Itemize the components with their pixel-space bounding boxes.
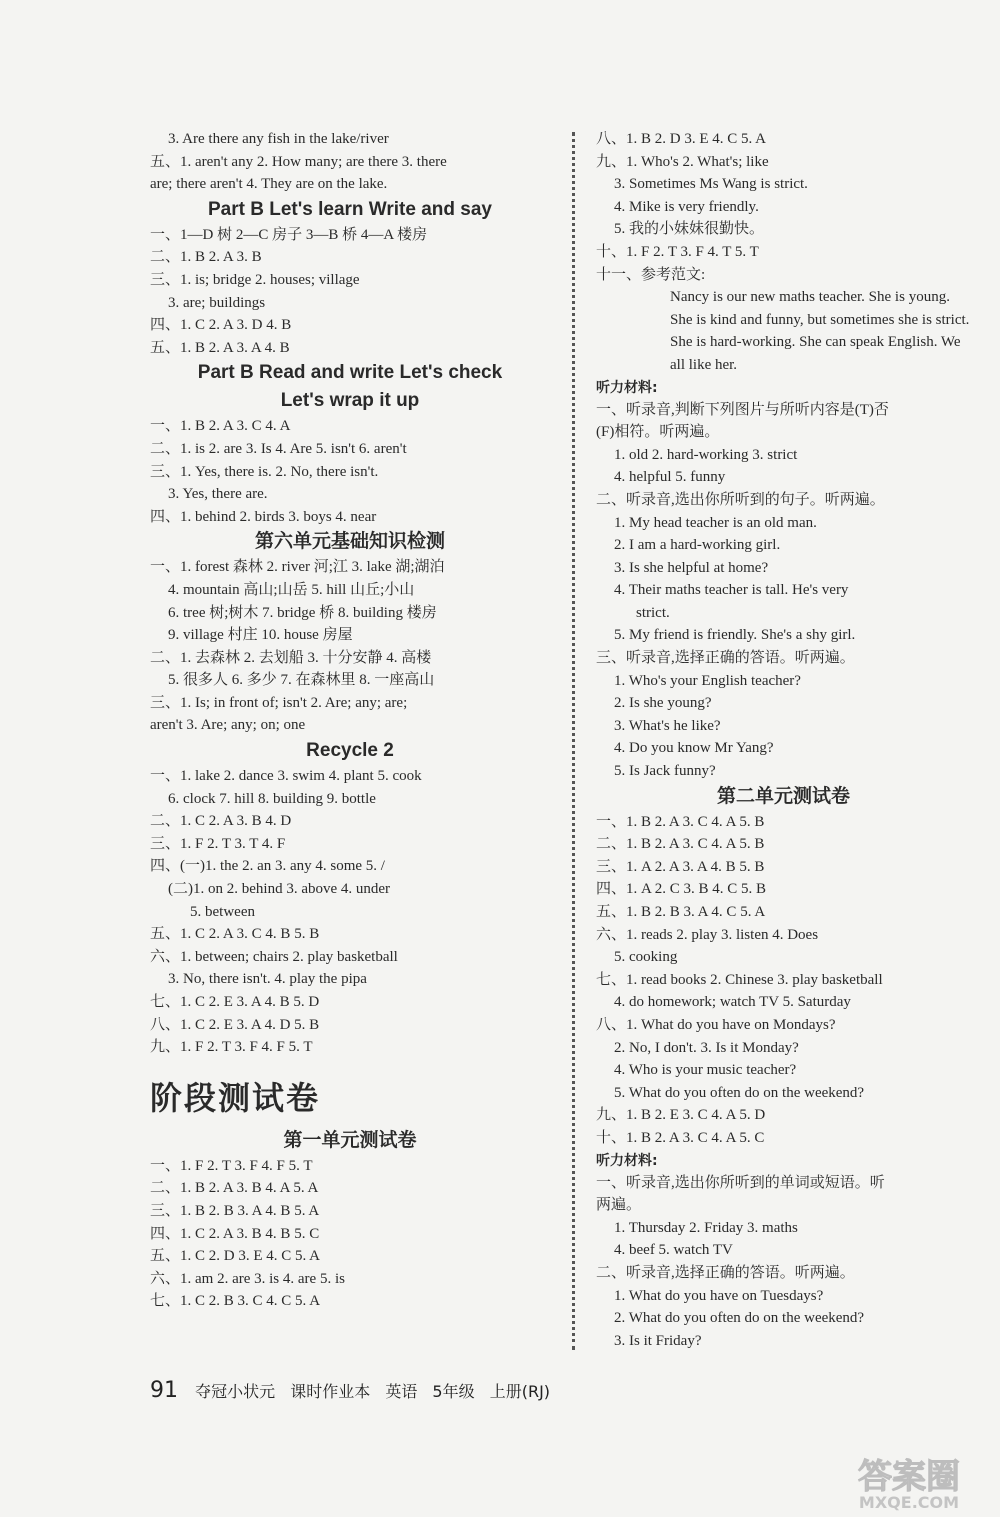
answer-line: 二、1. B 2. A 3. B 4. A 5. A — [150, 1180, 319, 1197]
answer-line: 4. Their maths teacher is tall. He's very — [614, 582, 849, 599]
answer-line: 5. 很多人 6. 多少 7. 在森林里 8. 一座高山 — [168, 672, 435, 689]
answer-line: 9. village 村庄 10. house 房屋 — [168, 627, 353, 644]
answer-line: 3. Yes, there are. — [168, 486, 268, 503]
answer-line: 四、1. C 2. A 3. D 4. B — [150, 317, 292, 334]
answer-line: 4. helpful 5. funny — [614, 469, 726, 486]
answer-line: 三、1. Yes, there is. 2. No, there isn't. — [150, 463, 379, 480]
answer-line: 三、1. F 2. T 3. T 4. F — [150, 835, 286, 852]
answer-line: 九、1. F 2. T 3. F 4. F 5. T — [150, 1039, 313, 1056]
answer-line: 二、1. is 2. are 3. Is 4. Are 5. isn't 6. aren't — [150, 440, 407, 457]
answer-line: 三、1. B 2. B 3. A 4. B 5. A — [150, 1202, 320, 1219]
answer-line: 五、1. B 2. B 3. A 4. C 5. A — [596, 904, 766, 920]
answer-line: 6. clock 7. hill 8. building 9. bottle — [168, 790, 376, 807]
answer-line: 1. Who's your English teacher? — [614, 672, 801, 689]
answer-line: 八、1. What do you have on Mondays? — [596, 1016, 836, 1033]
answer-line: 六、1. am 2. are 3. is 4. are 5. is — [150, 1270, 345, 1287]
answer-line: are; there aren't 4. They are on the lake. — [150, 176, 388, 193]
answer-line: 3. Is it Friday? — [614, 1332, 702, 1349]
section-heading: Part B Let's learn Write and say — [208, 198, 492, 220]
answer-line: 一、1. B 2. A 3. C 4. A 5. B — [596, 813, 765, 830]
answer-line: 2. Is she young? — [614, 695, 712, 712]
page-footer — [150, 1378, 560, 1403]
answer-line: 4. do homework; watch TV 5. Saturday — [614, 994, 851, 1011]
answer-line: (二)1. on 2. behind 3. above 4. under — [168, 881, 391, 898]
answer-line: 3. Are there any fish in the lake/river — [168, 131, 389, 147]
watermark-text: 答案圈 — [858, 1457, 960, 1497]
answer-line: 1. What do you have on Tuesdays? — [614, 1287, 824, 1304]
answer-line: 三、1. Is; in front of; isn't 2. Are; any; are; — [150, 694, 408, 711]
answer-line: 三、1. A 2. A 3. A 4. B 5. B — [596, 858, 765, 875]
footer-volume: 上册(RJ) — [489, 1382, 551, 1401]
answer-line: 二、听录音,选出你所听到的句子。听两遍。 — [596, 491, 885, 508]
answer-line: 3. Is she helpful at home? — [614, 559, 769, 576]
answer-line: 一、1. F 2. T 3. F 4. F 5. T — [150, 1157, 313, 1174]
answer-line: 3. Sometimes Ms Wang is strict. — [614, 176, 808, 193]
answer-line: 一、1—D 树 2—C 房子 3—B 桥 4—A 楼房 — [150, 226, 428, 243]
answer-line: 四、(一)1. the 2. an 3. any 4. some 5. / — [150, 858, 385, 875]
answer-line: 4. Mike is very friendly. — [614, 198, 759, 215]
answer-line: 五、1. C 2. D 3. E 4. C 5. A — [150, 1248, 321, 1265]
answer-line: 5. My friend is friendly. She's a shy girl. — [614, 627, 856, 644]
answer-line: 六、1. between; chairs 2. play basketball — [150, 948, 398, 965]
answer-line: 2. No, I don't. 3. Is it Monday? — [614, 1039, 799, 1056]
listening-heading: 听力材料: — [596, 1152, 658, 1169]
answer-line: 5. between — [190, 903, 255, 920]
answer-line: 3. What's he like? — [614, 717, 721, 734]
answer-line: 一、1. forest 森林 2. river 河;江 3. lake 湖;湖泊 — [150, 559, 445, 576]
section-heading: 第六单元基础知识检测 — [254, 531, 445, 553]
answer-line: 6. tree 树;树木 7. bridge 桥 8. building 楼房 — [168, 604, 437, 621]
answer-line: 一、听录音,判断下列图片与所听内容是(T)否 — [596, 401, 889, 418]
answer-line: 2. I am a hard-working girl. — [614, 537, 781, 554]
right-column — [596, 128, 971, 1352]
answer-line: aren't 3. Are; any; on; one — [150, 717, 306, 734]
answer-line: 七、1. C 2. E 3. A 4. B 5. D — [150, 994, 320, 1010]
page-number: 91 — [150, 1378, 178, 1403]
part-title: 阶段测试卷 — [150, 1078, 321, 1117]
answer-line: 2. What do you often do on the weekend? — [614, 1310, 865, 1327]
answer-line: 一、1. lake 2. dance 3. swim 4. plant 5. cook — [150, 768, 422, 785]
answer-line: 三、1. is; bridge 2. houses; village — [150, 271, 360, 288]
section-heading: Recycle 2 — [306, 740, 394, 762]
answer-line: 4. Do you know Mr Yang? — [614, 740, 774, 757]
answer-line: 5. Is Jack funny? — [614, 763, 716, 780]
answer-line: 1. My head teacher is an old man. — [614, 514, 817, 531]
answer-line: 四、1. C 2. A 3. B 4. B 5. C — [150, 1225, 320, 1242]
answer-line: 4. beef 5. watch TV — [614, 1242, 733, 1259]
listening-heading: 听力材料: — [596, 379, 658, 396]
answer-line: 九、1. B 2. E 3. C 4. A 5. D — [596, 1107, 766, 1124]
answer-line: 二、1. 去森林 2. 去划船 3. 十分安静 4. 高楼 — [150, 649, 432, 666]
answer-line: 八、1. C 2. E 3. A 4. D 5. B — [150, 1016, 320, 1033]
left-column — [150, 128, 550, 1313]
footer-subject: 英语 — [385, 1382, 418, 1401]
answer-line: 5. What do you often do on the weekend? — [614, 1084, 865, 1101]
footer-grade: 5年级 — [432, 1382, 475, 1401]
section-heading: 第二单元测试卷 — [716, 785, 850, 807]
answer-line: 4. Who is your music teacher? — [614, 1062, 797, 1079]
answer-line: 四、1. A 2. C 3. B 4. C 5. B — [596, 881, 767, 898]
answer-line: 七、1. read books 2. Chinese 3. play basketball — [596, 971, 883, 988]
answer-line: 十、1. B 2. A 3. C 4. A 5. C — [596, 1129, 765, 1146]
answer-line: 五、1. C 2. A 3. C 4. B 5. B — [150, 926, 320, 943]
section-heading: Part B Read and write Let's check — [197, 362, 503, 384]
answer-line: 5. cooking — [614, 949, 678, 966]
section-heading: 第一单元测试卷 — [283, 1129, 417, 1151]
answer-line: 七、1. C 2. B 3. C 4. C 5. A — [150, 1293, 321, 1310]
footer-series: 课时作业本 — [290, 1382, 371, 1401]
answer-line: 二、1. B 2. A 3. B — [150, 249, 262, 266]
answer-line: 5. 我的小妹妹很勤快。 — [614, 221, 765, 238]
answer-line: 四、1. behind 2. birds 3. boys 4. near — [150, 508, 377, 525]
answer-line: 十一、参考范文: — [596, 266, 706, 283]
answer-line: 两遍。 — [596, 1197, 642, 1214]
answer-line: 九、1. Who's 2. What's; like — [596, 153, 769, 170]
answer-line: 一、1. B 2. A 3. C 4. A — [150, 418, 291, 435]
footer-brand: 夺冠小状元 — [195, 1382, 276, 1401]
answer-line: 十、1. F 2. T 3. F 4. T 5. T — [596, 243, 759, 260]
answer-line: 二、1. B 2. A 3. C 4. A 5. B — [596, 836, 765, 853]
answer-line: 八、1. B 2. D 3. E 4. C 5. A — [596, 131, 767, 147]
answer-line: 三、听录音,选择正确的答语。听两遍。 — [596, 650, 855, 667]
answer-line: 六、1. reads 2. play 3. listen 4. Does — [596, 926, 819, 943]
answer-line: 二、1. C 2. A 3. B 4. D — [150, 813, 292, 830]
watermark-logo — [824, 1452, 994, 1512]
watermark-url: MXQE.COM — [858, 1493, 960, 1512]
answer-line: 一、听录音,选出你所听到的单词或短语。听 — [596, 1174, 885, 1191]
answer-line: (F)相符。听两遍。 — [596, 424, 720, 441]
answer-line: 1. Thursday 2. Friday 3. maths — [614, 1219, 798, 1236]
answer-line: 五、1. B 2. A 3. A 4. B — [150, 339, 290, 356]
answer-line: strict. — [636, 604, 670, 621]
answer-line: 二、听录音,选择正确的答语。听两遍。 — [596, 1264, 855, 1281]
answer-line: 4. mountain 高山;山岳 5. hill 山丘;小山 — [168, 581, 415, 598]
section-heading: Let's wrap it up — [280, 390, 420, 412]
answer-line: 五、1. aren't any 2. How many; are there 3. there — [150, 153, 447, 170]
answer-line: 3. are; buildings — [168, 294, 266, 311]
answer-line: 1. old 2. hard-working 3. strict — [614, 446, 798, 463]
sample-essay: Nancy is our new maths teacher. She is young. She is kind and funny, but sometimes she is strict. She is hard-working. She can speak English. We all like her. — [670, 289, 970, 373]
column-divider — [572, 132, 575, 1350]
answer-line: 3. No, there isn't. 4. play the pipa — [168, 971, 367, 988]
